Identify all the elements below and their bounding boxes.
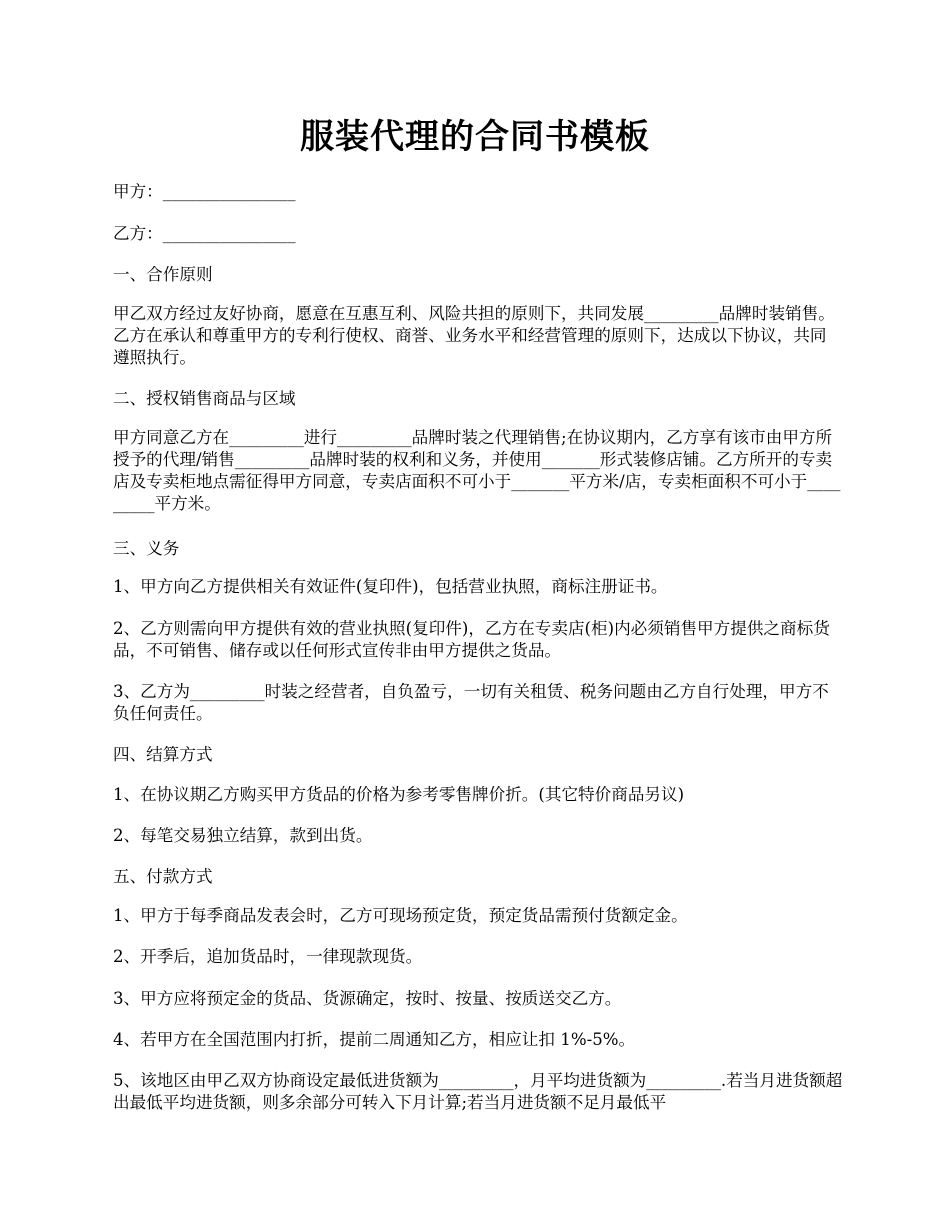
section-5-item-3: 3、甲方应将预定金的货品、货源确定，按时、按量、按质送交乙方。 (113, 989, 622, 1008)
section-5-item-1: 1、甲方于每季商品发表会时，乙方可现场预定货，预定货品需预付货额定金。 (113, 906, 688, 925)
section-5-heading: 五、付款方式 (113, 867, 213, 886)
party-b-line: 乙方：________________ (113, 224, 296, 243)
party-a-line: 甲方：________________ (113, 182, 296, 201)
section-5-item-4: 4、若甲方在全国范围内打折，提前二周通知乙方，相应让扣 1%-5%。 (113, 1030, 636, 1049)
section-5-item-2: 2、开季后，追加货品时，一律现款现货。 (113, 947, 423, 966)
section-2-body: 甲方同意乙方在_________进行_________品牌时装之代理销售;在协议期内，乙方享有该市由甲方所授予的代理/销售_________品牌时装的权利和义务，并使用_______形式装修店铺。乙方所开的专卖店及专卖柜地点需征得甲方同意，专卖店面积不可小于_______平方米/店，专卖柜面积不可小于_________平方米。 (113, 428, 841, 513)
section-4-heading: 四、结算方式 (113, 745, 213, 764)
section-3-item-3: 3、乙方为_________时装之经营者，自负盈亏，一切有关租赁、税务问题由乙方自行处理，甲方不负任何责任。 (113, 682, 829, 723)
section-1-body: 甲乙双方经过友好协商，愿意在互惠互利、风险共担的原则下，共同发展_________品牌时装销售。乙方在承认和尊重甲方的专利行使权、商誉、业务水平和经营管理的原则下，达成以下协议，共同遵照执行。 (113, 304, 835, 367)
section-3-heading: 三、义务 (113, 539, 180, 558)
section-4-item-1: 1、在协议期乙方购买甲方货品的价格为参考零售牌价折。(其它特价商品另议) (113, 785, 685, 804)
section-3-item-1: 1、甲方向乙方提供相关有效证件(复印件)，包括营业执照，商标注册证书。 (113, 577, 668, 596)
section-1-heading: 一、合作原则 (113, 265, 213, 284)
section-2-heading: 二、授权销售商品与区域 (113, 389, 296, 408)
section-3-item-2: 2、乙方则需向甲方提供有效的营业执照(复印件)，乙方在专卖店(柜)内必须销售甲方提供之商标货品，不可销售、储存或以任何形式宣传非由甲方提供之货品。 (113, 619, 830, 660)
document-title: 服装代理的合同书模板 (300, 117, 650, 157)
section-4-item-2: 2、每笔交易独立结算，款到出货。 (113, 826, 373, 845)
section-5-item-5: 5、该地区由甲乙双方协商设定最低进货额为_________，月平均进货额为_________.若当月进货额超出最低平均进货额，则多余部分可转入下月计算;若当月进货额不足月最低平 (113, 1071, 843, 1112)
